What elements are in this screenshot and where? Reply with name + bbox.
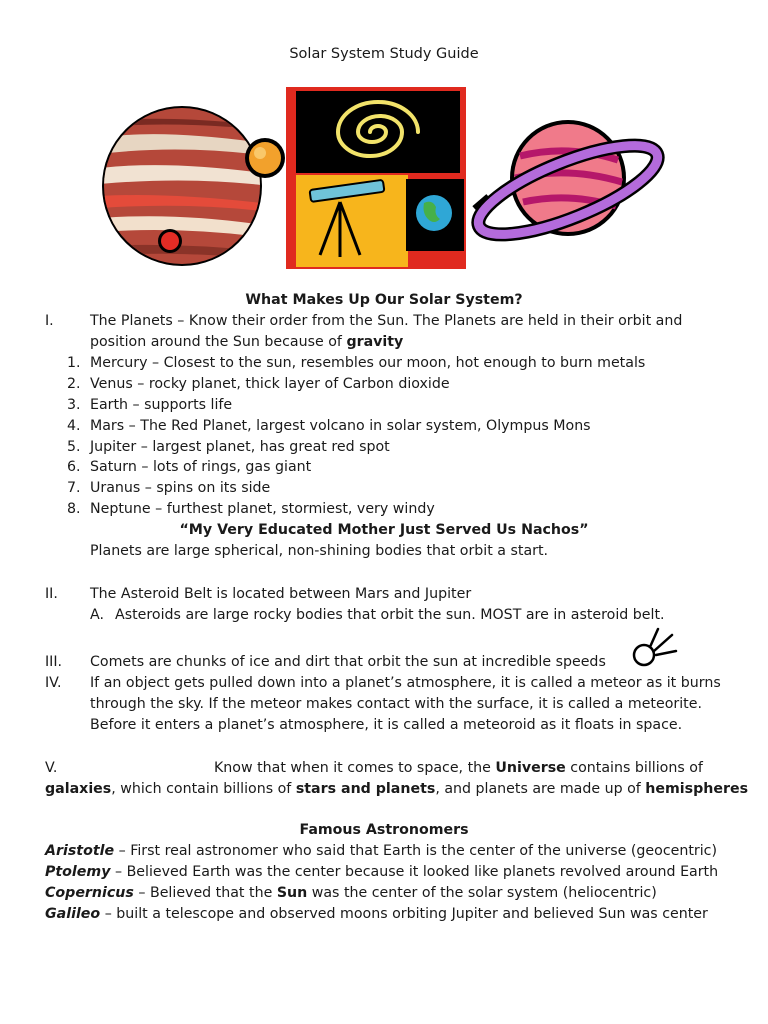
section-4-line-3: Before it enters a planet’s atmosphere, it is called a meteoroid as it floats in space.	[90, 717, 683, 733]
list-item-number: 2.	[67, 376, 81, 392]
section-2-sub-letter: A.	[90, 607, 104, 623]
page-title: Solar System Study Guide	[289, 46, 479, 62]
section-5-line-1: Know that when it comes to space, the Universe contains billions of	[214, 760, 703, 776]
planet-jupiter: Jupiter – largest planet, has great red spot	[90, 439, 390, 455]
section-3-text: Comets are chunks of ice and dirt that orbit the sun at incredible speeds	[90, 654, 606, 670]
planet-mercury: Mercury – Closest to the sun, resembles our moon, hot enough to burn metals	[90, 355, 646, 371]
section-4-numeral: IV.	[45, 675, 62, 691]
planet-definition: Planets are large spherical, non-shining bodies that orbit a start.	[90, 543, 549, 559]
section-1-line-2: position around the Sun because of gravity	[90, 334, 404, 350]
planet-mars: Mars – The Red Planet, largest volcano in solar system, Olympus Mons	[90, 418, 591, 434]
astronomer-copernicus: Copernicus – Believed that the Sun was the center of the solar system (heliocentric)	[45, 885, 657, 901]
section-1-numeral: I.	[45, 313, 54, 329]
galaxies-term: galaxies	[45, 781, 112, 797]
astronomer-ptolemy: Ptolemy – Believed Earth was the center because it looked like planets revolved around Earth	[45, 864, 719, 880]
list-item-number: 8.	[67, 501, 81, 517]
list-item-number: 5.	[67, 439, 81, 455]
planet-earth: Earth – supports life	[90, 397, 233, 413]
saturn-illustration	[468, 108, 668, 268]
planet-saturn: Saturn – lots of rings, gas giant	[90, 459, 312, 475]
stars-planets-term: stars and planets	[295, 781, 436, 797]
section-4-line-1: If an object gets pulled down into a planet’s atmosphere, it is called a meteor as it burns	[90, 675, 721, 691]
hemispheres-term: hemispheres	[645, 781, 749, 797]
section-heading: What Makes Up Our Solar System?	[245, 292, 523, 308]
astronomer-galileo: Galileo – built a telescope and observed moons orbiting Jupiter and believed Sun was center	[45, 906, 708, 922]
universe-term: Universe	[495, 760, 566, 776]
mnemonic: “My Very Educated Mother Just Served Us Nachos”	[179, 522, 589, 538]
list-item-number: 4.	[67, 418, 81, 434]
section-1-line-1: The Planets – Know their order from the Sun. The Planets are held in their orbit and	[90, 313, 683, 329]
gravity-term: gravity	[346, 334, 404, 350]
section-3-numeral: III.	[45, 654, 63, 670]
section-2-line-1: The Asteroid Belt is located between Mars and Jupiter	[90, 586, 472, 602]
planet-neptune: Neptune – furthest planet, stormiest, very windy	[90, 501, 435, 517]
planet-uranus: Uranus – spins on its side	[90, 480, 271, 496]
section-2-numeral: II.	[45, 586, 58, 602]
list-item-number: 3.	[67, 397, 81, 413]
section-5-numeral: V.	[45, 760, 58, 776]
list-item-number: 6.	[67, 459, 81, 475]
list-item-number: 7.	[67, 480, 81, 496]
comet-icon	[630, 625, 678, 669]
jupiter-illustration	[100, 100, 290, 272]
astronomer-aristotle: Aristotle – First real astronomer who said that Earth is the center of the universe (geocentric)	[45, 843, 718, 859]
planet-venus: Venus – rocky planet, thick layer of Carbon dioxide	[90, 376, 450, 392]
list-item-number: 1.	[67, 355, 81, 371]
section-2-sub-text: Asteroids are large rocky bodies that orbit the sun. MOST are in asteroid belt.	[115, 607, 665, 623]
section-4-line-2: through the sky. If the meteor makes contact with the surface, it is called a meteorite.	[90, 696, 702, 712]
telescope-galaxy-illustration	[286, 87, 466, 269]
section-5-line-2: galaxies, which contain billions of stars and planets, and planets are made up of hemispheres	[45, 781, 749, 797]
astronomers-heading: Famous Astronomers	[299, 822, 469, 838]
